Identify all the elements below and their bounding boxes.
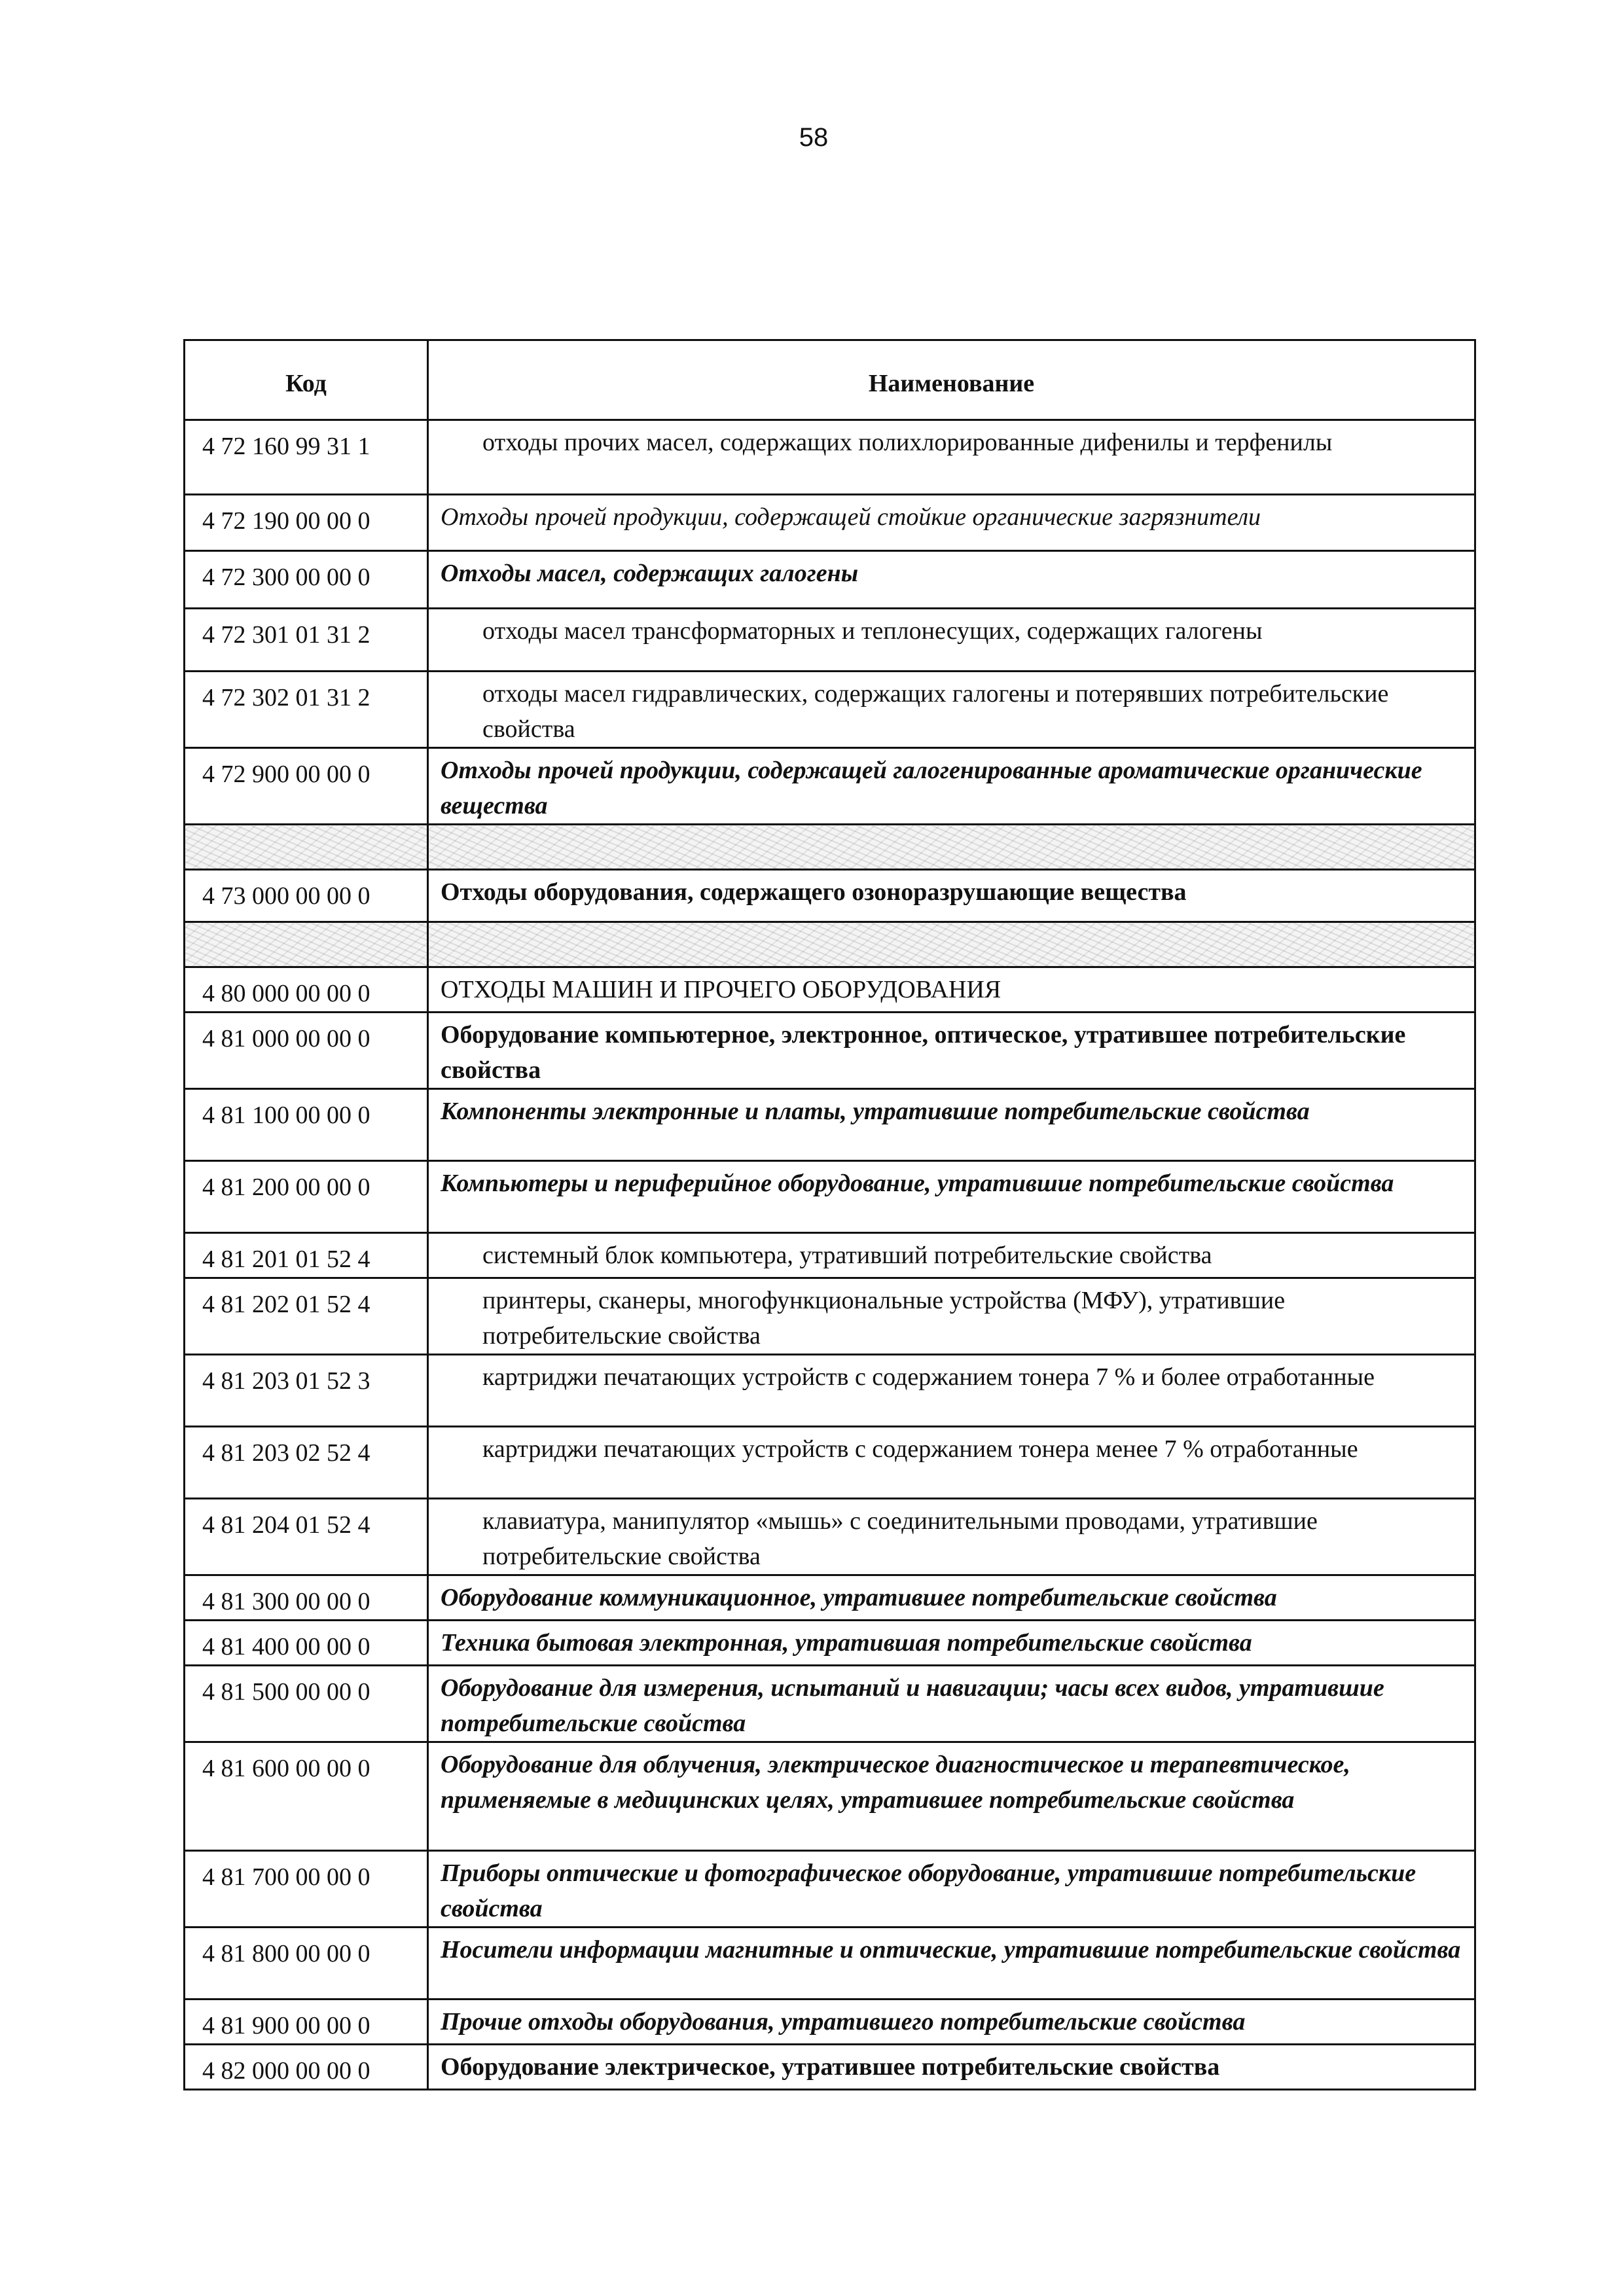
cell-code: 4 81 600 00 00 0 [185, 1742, 428, 1851]
header-name: Наименование [428, 340, 1475, 420]
table-body [185, 420, 1475, 2090]
table-row [185, 870, 1475, 922]
cell-name: Носители информации магнитные и оптические, утратившие потребительские свойства [428, 1928, 1475, 2000]
cell-code [185, 922, 428, 967]
cell-code: 4 81 800 00 00 0 [185, 1928, 428, 2000]
page-number: 58 [799, 123, 829, 152]
cell-code: 4 72 301 01 31 2 [185, 609, 428, 672]
table-row [185, 672, 1475, 748]
table-row [185, 1499, 1475, 1575]
table-row [185, 609, 1475, 672]
table-header-row [185, 340, 1475, 420]
cell-name: отходы прочих масел, содержащих полихлорированные дифенилы и терфенилы [428, 420, 1475, 495]
table-row [185, 1233, 1475, 1278]
cell-name: ОТХОДЫ МАШИН И ПРОЧЕГО ОБОРУДОВАНИЯ [428, 967, 1475, 1013]
cell-name: Оборудование для облучения, электрическое диагностическое и терапевтическое, применяемые в медицинских целях, утратившее потребительские свойства [428, 1742, 1475, 1851]
cell-code: 4 81 100 00 00 0 [185, 1089, 428, 1161]
cell-code [185, 825, 428, 870]
table-row [185, 1666, 1475, 1742]
cell-code: 4 81 202 01 52 4 [185, 1278, 428, 1355]
cell-code: 4 80 000 00 00 0 [185, 967, 428, 1013]
header-code: Код [185, 340, 428, 420]
cell-code: 4 72 302 01 31 2 [185, 672, 428, 748]
cell-name: отходы масел гидравлических, содержащих галогены и потерявших потребительские свойства [428, 672, 1475, 748]
cell-name: Отходы масел, содержащих галогены [428, 551, 1475, 609]
cell-code: 4 81 201 01 52 4 [185, 1233, 428, 1278]
cell-code: 4 81 200 00 00 0 [185, 1161, 428, 1233]
cell-code: 4 81 300 00 00 0 [185, 1575, 428, 1621]
table-row [185, 1278, 1475, 1355]
cell-name: Отходы прочей продукции, содержащей галогенированные ароматические органические вещества [428, 748, 1475, 825]
cell-code: 4 81 203 01 52 3 [185, 1355, 428, 1427]
cell-name: Приборы оптические и фотографическое оборудование, утратившие потребительские свойства [428, 1851, 1475, 1928]
table-row [185, 1742, 1475, 1851]
table-row [185, 420, 1475, 495]
cell-code: 4 81 000 00 00 0 [185, 1013, 428, 1089]
waste-classification-table [183, 339, 1476, 2090]
cell-code: 4 72 900 00 00 0 [185, 748, 428, 825]
cell-name: Оборудование коммуникационное, утратившее потребительские свойства [428, 1575, 1475, 1621]
cell-name: Оборудование для измерения, испытаний и навигации; часы всех видов, утратившие потребительские свойства [428, 1666, 1475, 1742]
cell-name: Оборудование электрическое, утратившее потребительские свойства [428, 2045, 1475, 2090]
table-row [185, 1621, 1475, 1666]
cell-code: 4 72 190 00 00 0 [185, 495, 428, 551]
cell-name [428, 825, 1475, 870]
cell-code: 4 81 400 00 00 0 [185, 1621, 428, 1666]
scan-noise-row [185, 922, 1475, 967]
cell-code: 4 72 160 99 31 1 [185, 420, 428, 495]
cell-name: отходы масел трансформаторных и теплонесущих, содержащих галогены [428, 609, 1475, 672]
cell-name: Отходы прочей продукции, содержащей стойкие органические загрязнители [428, 495, 1475, 551]
table-row [185, 1355, 1475, 1427]
cell-name: принтеры, сканеры, многофункциональные устройства (МФУ), утратившие потребительские свойства [428, 1278, 1475, 1355]
table-row [185, 2000, 1475, 2045]
cell-name: Оборудование компьютерное, электронное, оптическое, утратившее потребительские свойства [428, 1013, 1475, 1089]
table-row [185, 748, 1475, 825]
scan-noise-row [185, 825, 1475, 870]
cell-name: картриджи печатающих устройств с содержанием тонера менее 7 % отработанные [428, 1427, 1475, 1499]
table-row [185, 1851, 1475, 1928]
cell-name: Техника бытовая электронная, утратившая потребительские свойства [428, 1621, 1475, 1666]
table-row [185, 1928, 1475, 2000]
cell-name: Компоненты электронные и платы, утратившие потребительские свойства [428, 1089, 1475, 1161]
cell-name: картриджи печатающих устройств с содержанием тонера 7 % и более отработанные [428, 1355, 1475, 1427]
cell-code: 4 73 000 00 00 0 [185, 870, 428, 922]
table-row [185, 495, 1475, 551]
table-row [185, 2045, 1475, 2090]
cell-code: 4 81 204 01 52 4 [185, 1499, 428, 1575]
table-row [185, 1575, 1475, 1621]
cell-name: Прочие отходы оборудования, утратившего потребительские свойства [428, 2000, 1475, 2045]
cell-name: системный блок компьютера, утративший потребительские свойства [428, 1233, 1475, 1278]
cell-code: 4 81 203 02 52 4 [185, 1427, 428, 1499]
cell-code: 4 81 700 00 00 0 [185, 1851, 428, 1928]
table-row [185, 1013, 1475, 1089]
cell-name: клавиатура, манипулятор «мышь» с соединительными проводами, утратившие потребительские свойства [428, 1499, 1475, 1575]
table-row [185, 1161, 1475, 1233]
table-row [185, 551, 1475, 609]
cell-name [428, 922, 1475, 967]
cell-code: 4 82 000 00 00 0 [185, 2045, 428, 2090]
cell-code: 4 72 300 00 00 0 [185, 551, 428, 609]
table-row [185, 1089, 1475, 1161]
cell-code: 4 81 500 00 00 0 [185, 1666, 428, 1742]
table-row [185, 967, 1475, 1013]
table-row [185, 1427, 1475, 1499]
cell-name: Компьютеры и периферийное оборудование, утратившие потребительские свойства [428, 1161, 1475, 1233]
cell-name: Отходы оборудования, содержащего озоноразрушающие вещества [428, 870, 1475, 922]
cell-code: 4 81 900 00 00 0 [185, 2000, 428, 2045]
